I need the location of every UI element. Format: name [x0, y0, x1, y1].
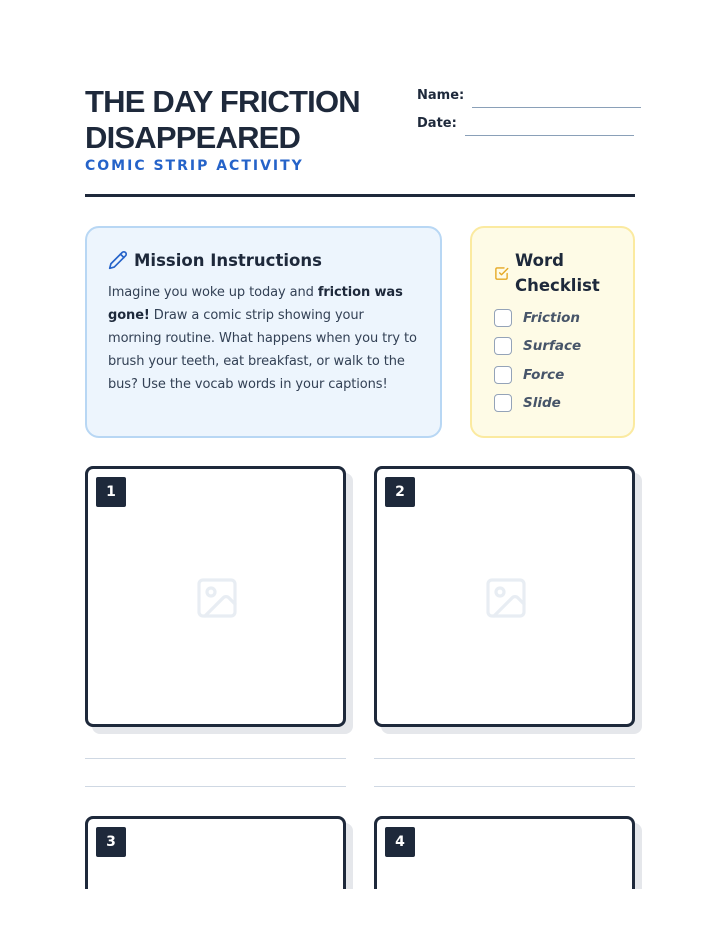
comic-panel-3[interactable] — [85, 816, 346, 889]
checklist-word: Force — [523, 366, 565, 383]
checklist-word: Slide — [523, 395, 561, 412]
panel-number: 1 — [96, 477, 126, 507]
checklist-title: Word Checklist — [515, 251, 600, 295]
checklist-word: Surface — [523, 338, 582, 355]
checklist-word: Friction — [523, 310, 580, 327]
date-label: Date: — [417, 116, 457, 131]
panel-number: 2 — [385, 477, 415, 507]
name-label: Name: — [417, 88, 465, 103]
worksheet-subtitle: COMIC STRIP ACTIVITY — [85, 158, 304, 174]
mission-text-emphasis: friction was gone! — [108, 285, 403, 323]
mission-title: Mission Instructions — [134, 250, 322, 270]
comic-panel-4[interactable] — [374, 816, 635, 889]
panel-number: 4 — [385, 827, 415, 857]
panel-number: 3 — [96, 827, 126, 857]
worksheet-title: THE DAY FRICTION DISAPPEARED — [85, 84, 360, 155]
mission-text: Imagine you woke up today and friction was gone! Draw a comic strip showing your morning routine. What happens when you try to brush your teeth, eat breakfast, or walk to the bus? Use the vocab words in your captions! — [108, 285, 417, 392]
